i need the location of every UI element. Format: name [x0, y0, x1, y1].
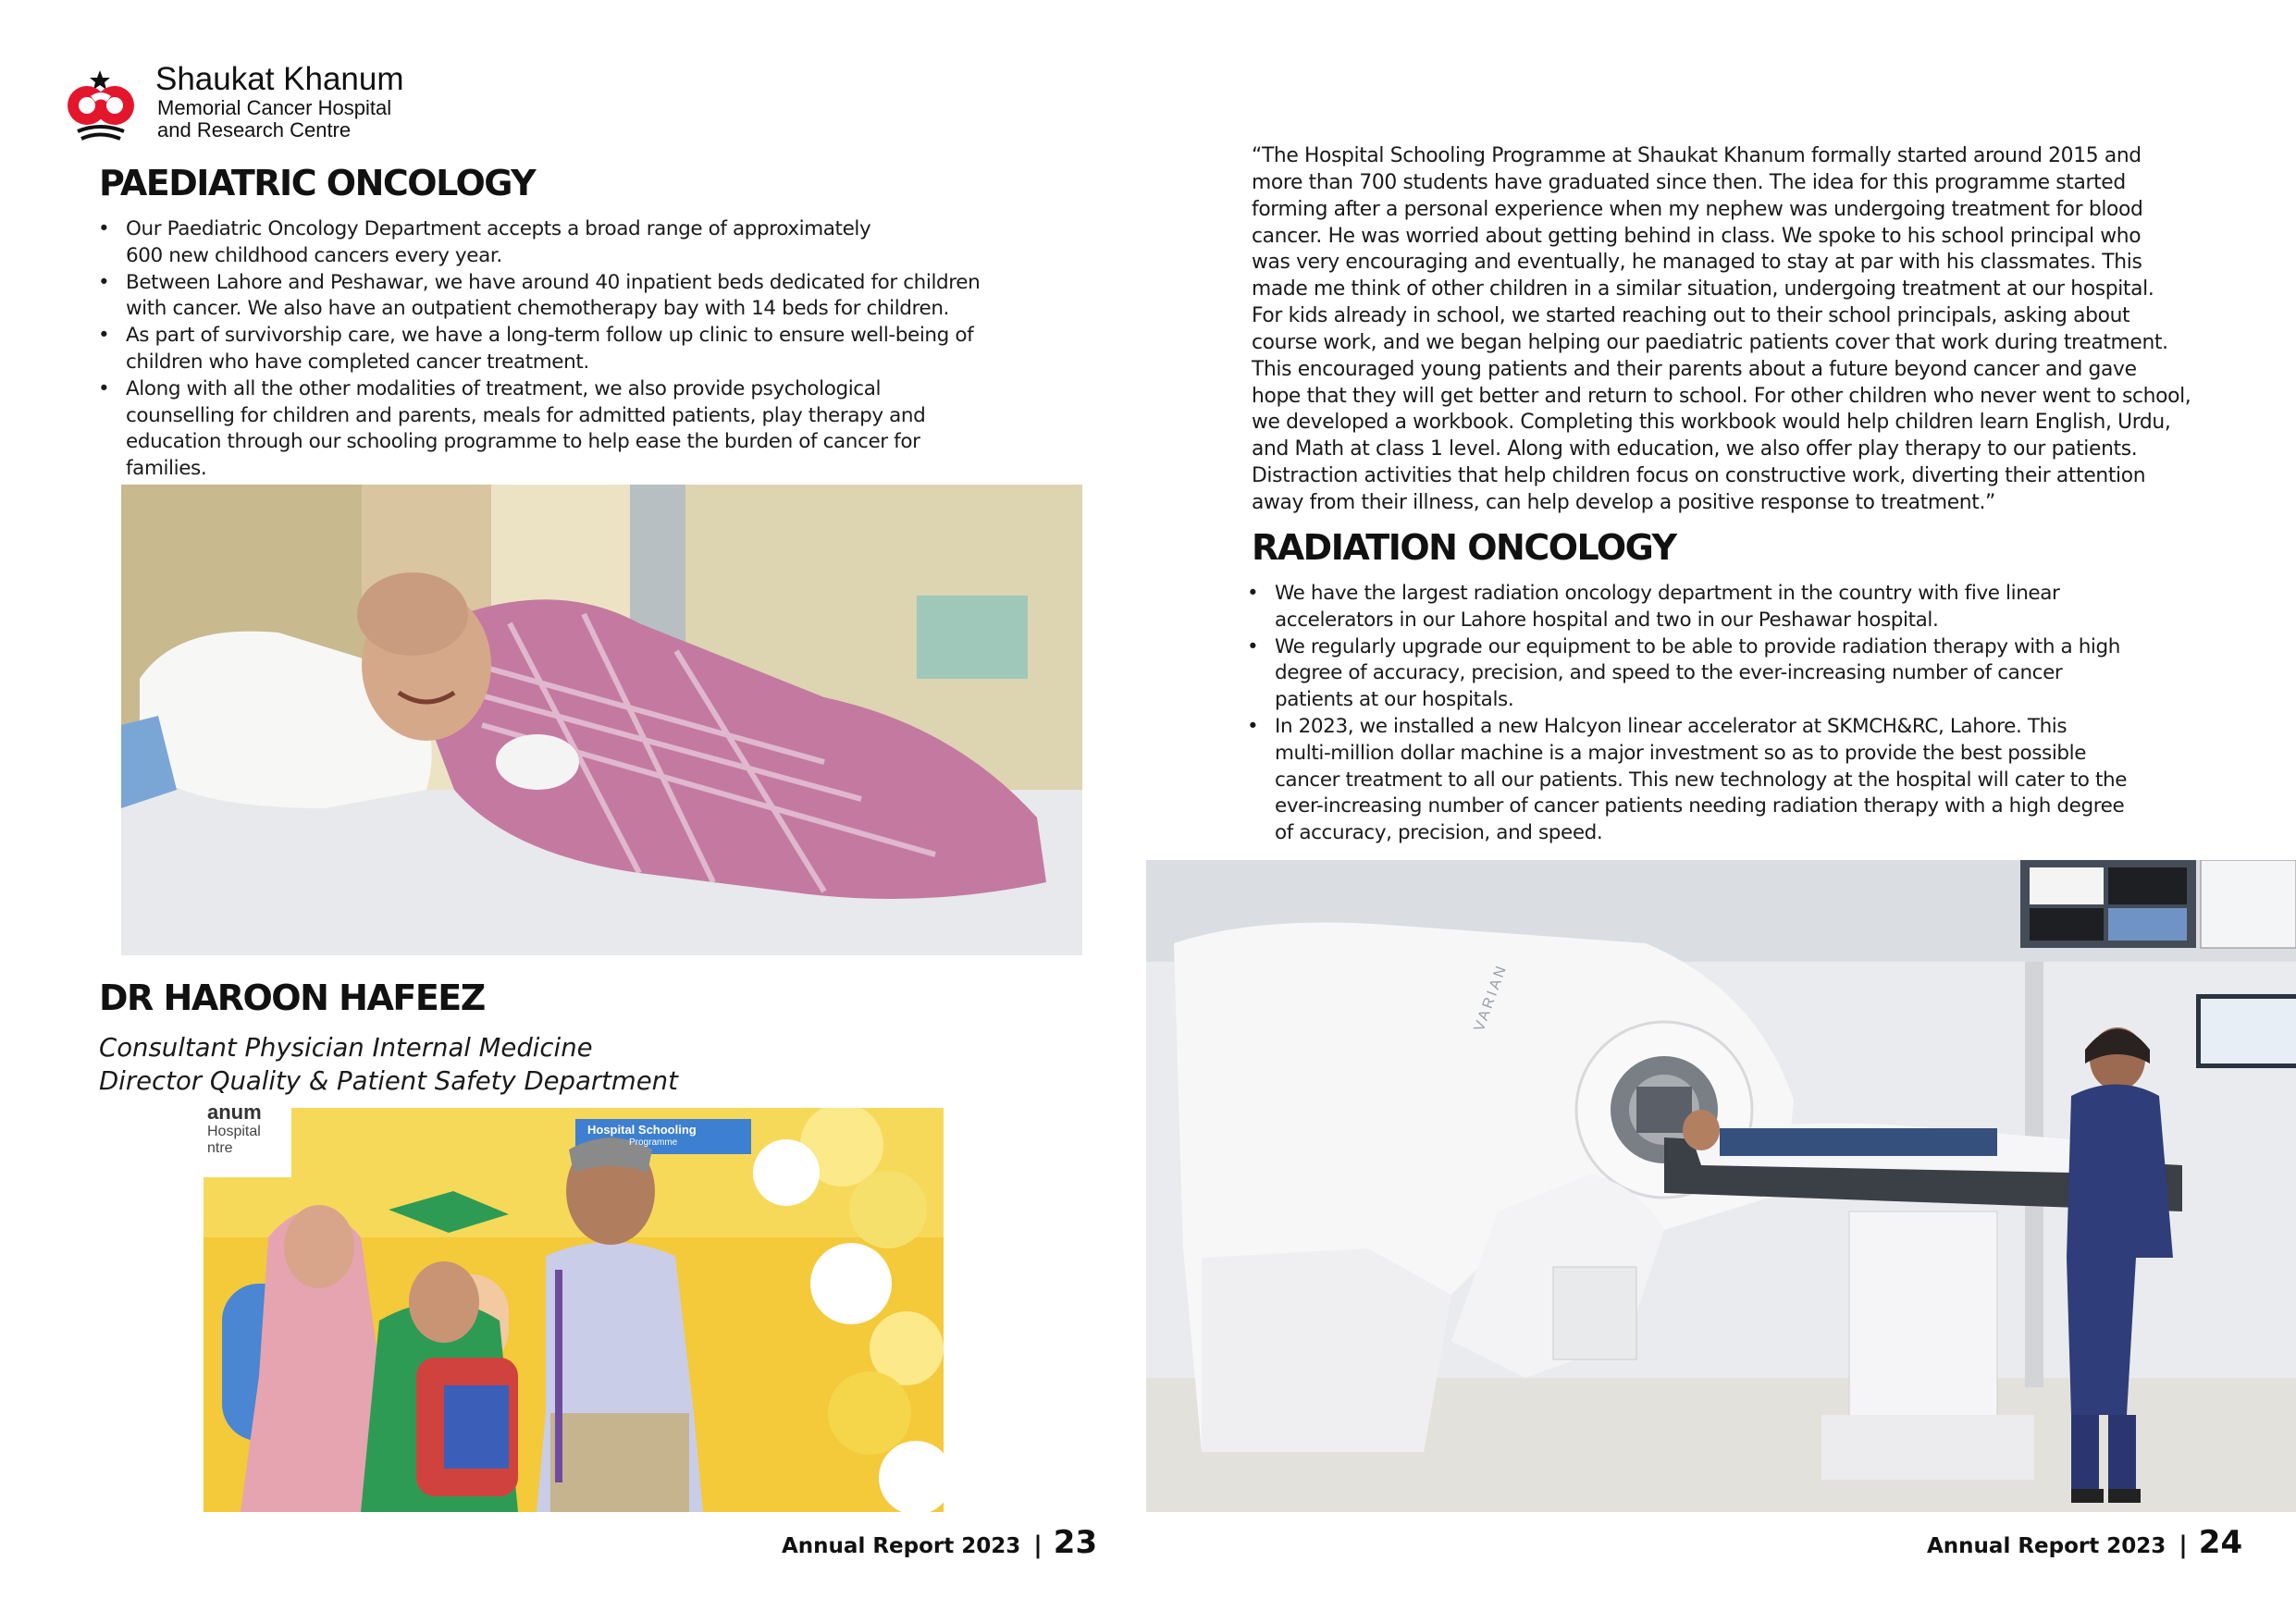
- bullet-line: ever-increasing number of cancer patients needing radiation therapy with a high degree: [1275, 794, 2125, 818]
- bullet-line: degree of accuracy, precision, and speed to the ever-increasing number of cancer: [1275, 661, 2063, 685]
- photo-linear-accelerator: [1146, 860, 2296, 1512]
- bullet-line: families.: [126, 457, 207, 481]
- quote-line: hope that they will get better and return to school. For other children who never went to school,: [1252, 384, 2191, 408]
- footer-label: Annual Report 2023: [782, 1534, 1021, 1558]
- bullet-line: education through our schooling programme to help ease the burden of cancer for: [126, 430, 920, 454]
- page-number: 23: [1053, 1524, 1098, 1561]
- photo-sign-subtext: Programme: [629, 1137, 678, 1148]
- person-title-1: Consultant Physician Internal Medicine: [99, 1033, 593, 1063]
- bullet-line: multi-million dollar machine is a major investment so as to provide the best possible: [1275, 741, 2087, 765]
- person-title-2: Director Quality & Patient Safety Department: [99, 1066, 678, 1096]
- logo-line-2: and Research Centre: [157, 118, 352, 141]
- photo-child-patient: [121, 485, 1082, 955]
- bullet-line: cancer treatment to all our patients. This new technology at the hospital will cater to the: [1275, 768, 2128, 792]
- bullet-line: • Along with all the other modalities of treatment, we also provide psychological: [126, 376, 882, 400]
- quote-line: and Math at class 1 level. Along with education, we also offer play therapy to our patients.: [1252, 437, 2138, 461]
- paediatric-bullet: [96, 270, 1058, 324]
- machine-brand-label: VARIAN: [1471, 962, 1511, 1034]
- photo-corner-text: anum: [207, 1108, 262, 1124]
- paediatric-bullet: [96, 376, 1058, 483]
- section-heading-radiation: RADIATION ONCOLOGY: [1252, 527, 1676, 568]
- hospital-logo: [63, 63, 451, 146]
- bullet-line: • Between Lahore and Peshawar, we have around 40 inpatient beds dedicated for children: [126, 270, 981, 294]
- quote-line: Distraction activities that help children focus on constructive work, diverting their attention: [1252, 464, 2146, 488]
- quote-line: forming after a personal experience when my nephew was undergoing treatment for blood: [1252, 197, 2143, 221]
- radiation-bullet: [1245, 714, 2226, 847]
- footer-label: Annual Report 2023: [1927, 1534, 2166, 1558]
- photo-corner-text: ntre: [207, 1140, 233, 1156]
- bullet-line: • We have the largest radiation oncology department in the country with five linear: [1275, 582, 2060, 605]
- bullet-line: • Our Paediatric Oncology Department accepts a broad range of approximately: [126, 217, 871, 240]
- bullet-line: • In 2023, we installed a new Halcyon linear accelerator at SKMCH&RC, Lahore. This: [1275, 714, 2068, 738]
- footer-separator: |: [1033, 1531, 1043, 1559]
- bullet-line: • As part of survivorship care, we have a long-term follow up clinic to ensure well-being of: [126, 324, 974, 348]
- bullet-line: 600 new childhood cancers every year.: [126, 243, 502, 267]
- logo-line-1: Memorial Cancer Hospital: [157, 96, 392, 119]
- footer-right: [1927, 1524, 2242, 1561]
- photo-corner-text: Hospital: [207, 1124, 261, 1139]
- quote-line: made me think of other children in a similar situation, undergoing treatment at our hospital.: [1252, 277, 2154, 301]
- quote-line: more than 700 students have graduated since then. The idea for this programme started: [1252, 170, 2126, 194]
- bullet-line: patients at our hospitals.: [1275, 688, 1514, 712]
- quote-line: course work, and we began helping our paediatric patients cover that work during treatment.: [1252, 330, 2168, 354]
- section-heading-paediatric: PAEDIATRIC ONCOLOGY: [99, 163, 536, 203]
- quote-line: cancer. He was worried about getting behind in class. We spoke to his school principal who: [1252, 224, 2142, 248]
- radiation-bullet: [1245, 581, 2226, 634]
- bullet-line: counselling for children and parents, meals for admitted patients, play therapy and: [126, 403, 926, 427]
- quote-line: was very encouraging and eventually, he managed to stay at par with his classmates. This: [1252, 251, 2142, 275]
- page-number: 24: [2198, 1524, 2243, 1561]
- bullet-line: with cancer. We also have an outpatient chemotherapy bay with 14 beds for children.: [126, 297, 949, 321]
- quote-line: For kids already in school, we started reaching out to their school principals, asking about: [1252, 304, 2130, 328]
- photo-graduation-ceremony: [204, 1108, 944, 1512]
- footer-separator: |: [2179, 1531, 2188, 1559]
- hospital-emblem-icon: [63, 65, 152, 144]
- testimonial-quote: [1252, 143, 2200, 517]
- quote-line: “The Hospital Schooling Programme at Shaukat Khanum formally started around 2015 and: [1252, 144, 2142, 167]
- bullet-line: • We regularly upgrade our equipment to be able to provide radiation therapy with a high: [1275, 634, 2120, 658]
- bullet-line: children who have completed cancer treatment.: [126, 350, 589, 374]
- radiation-bullet-list: [1245, 581, 2226, 847]
- paediatric-bullet-list: [96, 216, 1058, 483]
- paediatric-bullet: [96, 216, 1058, 270]
- quote-line: This encouraged young patients and their parents about a future beyond cancer and gave: [1252, 357, 2137, 381]
- paediatric-bullet: [96, 323, 1058, 376]
- quote-line: we developed a workbook. Completing this workbook would help children learn English, Urdu,: [1252, 411, 2171, 435]
- person-name: DR HAROON HAFEEZ: [99, 977, 485, 1018]
- footer-left: [782, 1524, 1097, 1561]
- bullet-line: accelerators in our Lahore hospital and two in our Peshawar hospital.: [1275, 608, 1939, 632]
- radiation-bullet: [1245, 634, 2226, 714]
- photo-sign-text: Hospital Schooling: [587, 1123, 697, 1137]
- quote-line: away from their illness, can help develop a positive response to treatment.”: [1252, 490, 1995, 514]
- logo-name: Shaukat Khanum: [155, 61, 404, 97]
- bullet-line: of accuracy, precision, and speed.: [1275, 821, 1603, 845]
